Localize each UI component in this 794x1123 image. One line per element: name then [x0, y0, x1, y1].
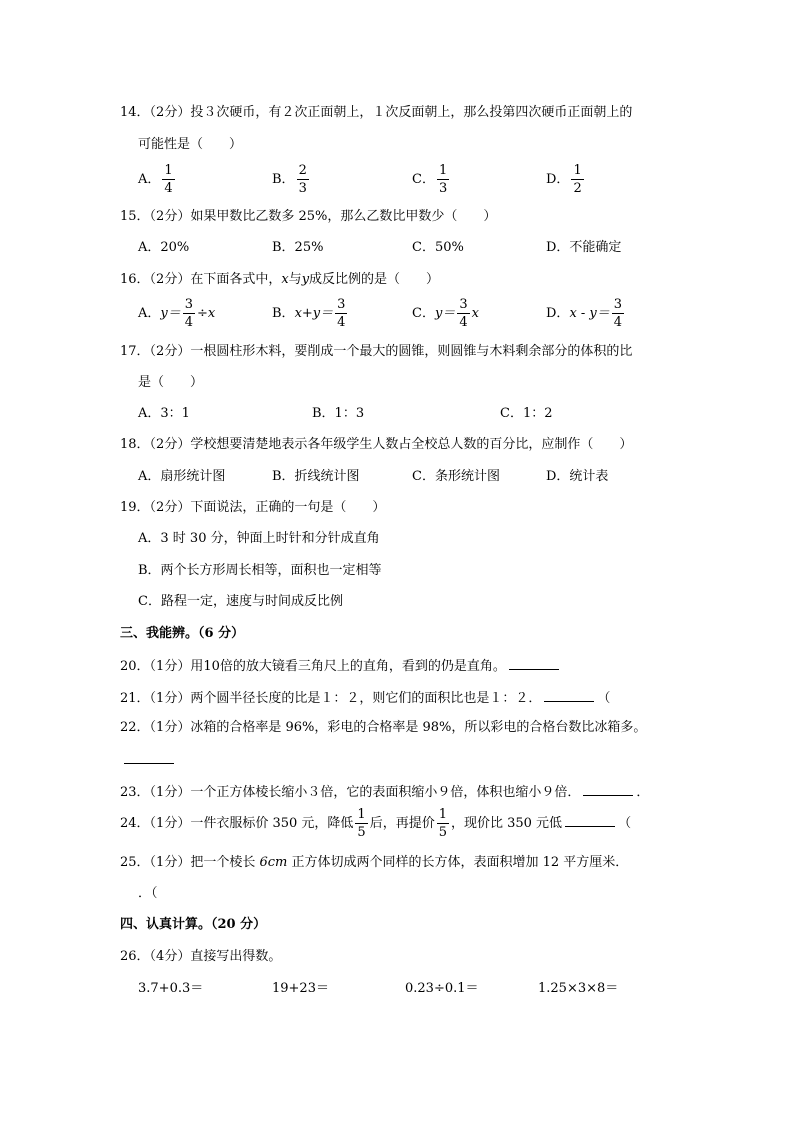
q16-option-a: A．y＝ $\frac{3}{4}$ ÷x: [138, 297, 216, 330]
q24-answer-blank[interactable]: [565, 815, 615, 827]
q26-calc-4: 1.25×3×8＝: [538, 981, 619, 996]
q24: 24．（1分）一件衣服标价 350 元，降低 $\frac{1}{5}$ 后，再提价 $\frac{1}{5}$ ，现价比 350 元低 （: [120, 807, 632, 840]
q15-option-c: C．50%: [412, 240, 464, 255]
q26-line1: 26．（4分）直接写出得数。: [120, 949, 282, 964]
q14-line2: 可能性是（ ）: [138, 137, 243, 152]
section-4-heading: 四、认真计算。（20 分）: [120, 917, 267, 932]
q16-line1: 16．（2分）在下面各式中，x与y成反比例的是（ ）: [120, 272, 440, 287]
q18-line1: 18．（2分）学校想要清楚地表示各年级学生人数占全校总人数的百分比，应制作（ ）: [120, 437, 633, 452]
q14-option-c: C． $\frac{1}{3}$: [412, 163, 448, 196]
q14-option-d: D． $\frac{1}{2}$: [546, 163, 582, 196]
q18-option-a: A．扇形统计图: [138, 469, 226, 484]
q23-answer-blank[interactable]: [583, 784, 633, 796]
q20: 20．（1分）用10倍的放大镜看三角尺上的直角，看到的仍是直角。: [120, 658, 562, 673]
q17-option-c: C．1：2: [500, 406, 553, 421]
q17-option-b: B．1：3: [312, 406, 365, 421]
q17-line1: 17．（2分）一根圆柱形木料，要削成一个最大的圆锥，则圆锥与木料剩余部分的体积的比: [120, 344, 633, 359]
q14-option-b: B． $\frac{2}{3}$: [272, 163, 307, 196]
q22-answer-line: [124, 752, 177, 767]
q18-option-d: D．统计表: [546, 469, 609, 484]
q26-calc-3: 0.23÷0.1＝: [405, 981, 479, 996]
q26-calc-1: 3.7+0.3＝: [138, 981, 204, 996]
q18-option-c: C．条形统计图: [412, 469, 500, 484]
q16-option-d: D．x - y＝ $\frac{3}{4}$: [546, 297, 623, 330]
q22: 22．（1分）冰箱的合格率是 96%，彩电的合格率是 98%，所以彩电的合格台数比冰箱多。: [120, 720, 647, 735]
q21: 21．（1分）两个圆半径长度的比是１：２，则它们的面积比也是１：２． （: [120, 691, 611, 706]
q23: 23．（1分）一个正方体棱长缩小３倍，它的表面积缩小９倍，体积也缩小９倍． ．: [120, 785, 650, 800]
q14-line1: 14．（2分）投３次硬币，有２次正面朝上，１次反面朝上，那么投第四次硬币正面朝上的: [120, 105, 633, 120]
q15-option-b: B．25%: [272, 240, 324, 255]
q21-answer-blank[interactable]: [544, 690, 594, 702]
section-3-heading: 三、我能辨。（6 分）: [120, 626, 245, 641]
q18-option-b: B．折线统计图: [272, 469, 360, 484]
q19-line1: 19．（2分）下面说法，正确的一句是（ ）: [120, 500, 386, 515]
q19-option-b: B．两个长方形周长相等，面积也一定相等: [138, 563, 382, 578]
q16-option-b: B．x+y＝ $\frac{3}{4}$: [272, 297, 346, 330]
q16-option-c: C．y＝ $\frac{3}{4}$ x: [412, 297, 479, 330]
q17-option-a: A．3：1: [138, 406, 190, 421]
q17-line2: 是（ ）: [138, 375, 204, 390]
q25-line1: 25．（1分）把一个棱长 6cm 正方体切成两个同样的长方体，表面积增加 12 平方厘米．: [120, 855, 629, 870]
q26-calc-2: 19+23＝: [272, 981, 329, 996]
q22-answer-blank[interactable]: [124, 752, 174, 764]
q15-option-d: D．不能确定: [546, 240, 622, 255]
q19-option-c: C．路程一定，速度与时间成反比例: [138, 594, 343, 609]
q19-option-a: A．3 时 30 分，钟面上时针和分针成直角: [138, 531, 380, 546]
q25-line2: ．（: [138, 886, 158, 901]
q14-option-a: A． $\frac{1}{4}$: [138, 163, 173, 196]
q15-line1: 15．（2分）如果甲数比乙数多 25%，那么乙数比甲数少（ ）: [120, 209, 497, 224]
q20-answer-blank[interactable]: [509, 658, 559, 670]
q15-option-a: A．20%: [138, 240, 190, 255]
